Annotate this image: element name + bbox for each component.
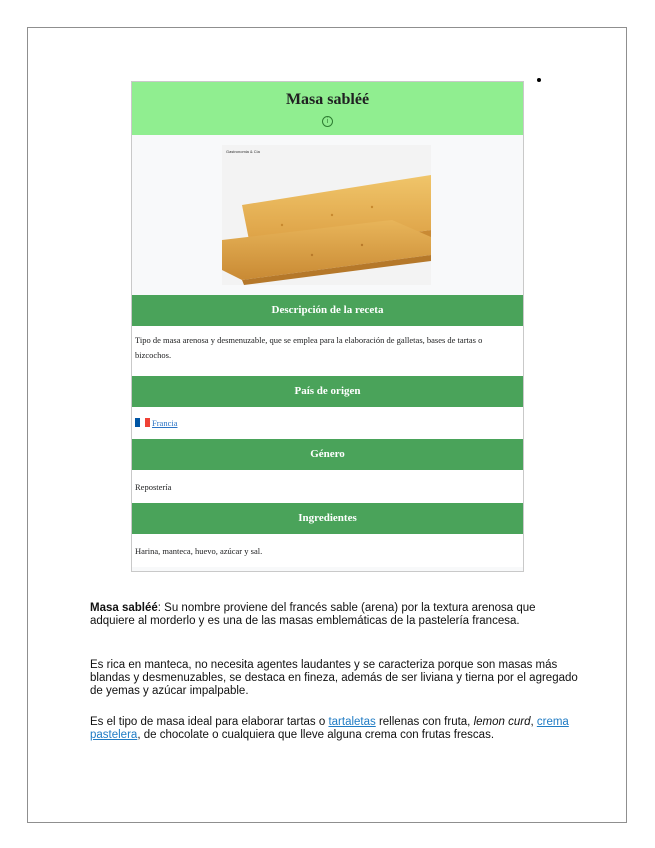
section-header-descripcion: Descripción de la receta: [132, 295, 523, 326]
paragraph-intro: [90, 602, 580, 628]
ingredientes-text: Harina, manteca, huevo, azúcar y sal.: [132, 534, 523, 567]
tartaletas-link[interactable]: tartaletas: [328, 716, 376, 728]
crema-pastelera-link[interactable]: crema pastelera: [90, 716, 569, 741]
infobox-image-cell: [132, 135, 523, 295]
paragraph-uses: [90, 716, 580, 742]
photo-watermark-logo: Gastronomia & Cia: [226, 149, 260, 154]
uses-text-c: ,: [530, 716, 537, 728]
masa-sablee-photo[interactable]: [222, 145, 431, 285]
uses-text-d: , de chocolate o cualquiera que lleve alguna crema con frutas frescas.: [137, 729, 495, 741]
section-header-pais: País de origen: [132, 376, 523, 407]
pais-cell: [132, 407, 523, 439]
uses-text-b: rellenas con fruta,: [375, 716, 474, 728]
genero-text: Repostería: [132, 470, 523, 503]
paragraph-characteristics: Es rica en manteca, no necesita agentes laudantes y se caracteriza porque son masas más blandas y desmenuzables, se destaca en fineza, además de ser liviana y tierna por el agregado de yemas y azúcar impalpable.: [90, 659, 578, 697]
section-header-ingredientes: Ingredientes: [132, 503, 523, 534]
francia-link[interactable]: Francia: [152, 418, 178, 428]
section-header-genero: Género: [132, 439, 523, 470]
pastry-illustration: [222, 145, 431, 285]
descripcion-text: Tipo de masa arenosa y desmenuzable, que se emplea para la elaboración de galletas, bases de tartas o bizcochos.: [132, 326, 523, 376]
info-icon[interactable]: i: [322, 116, 333, 127]
uses-text-a: Es el tipo de masa ideal para elaborar tartas o: [90, 716, 329, 728]
infobox-title: Masa sabléé: [285, 91, 370, 108]
lemon-curd-term: lemon curd: [473, 716, 531, 728]
infobox-title-bar: [132, 82, 523, 135]
paragraph-intro-text: : Su nombre proviene del francés sable (arena) por la textura arenosa que adquiere al morderlo y es una de las masas emblemáticas de la pastelería francesa.: [90, 602, 536, 627]
france-flag-icon: [135, 418, 150, 427]
list-bullet: [537, 78, 541, 82]
recipe-infobox: [131, 81, 524, 572]
term-masa-sablee: Masa sabléé: [90, 602, 158, 614]
